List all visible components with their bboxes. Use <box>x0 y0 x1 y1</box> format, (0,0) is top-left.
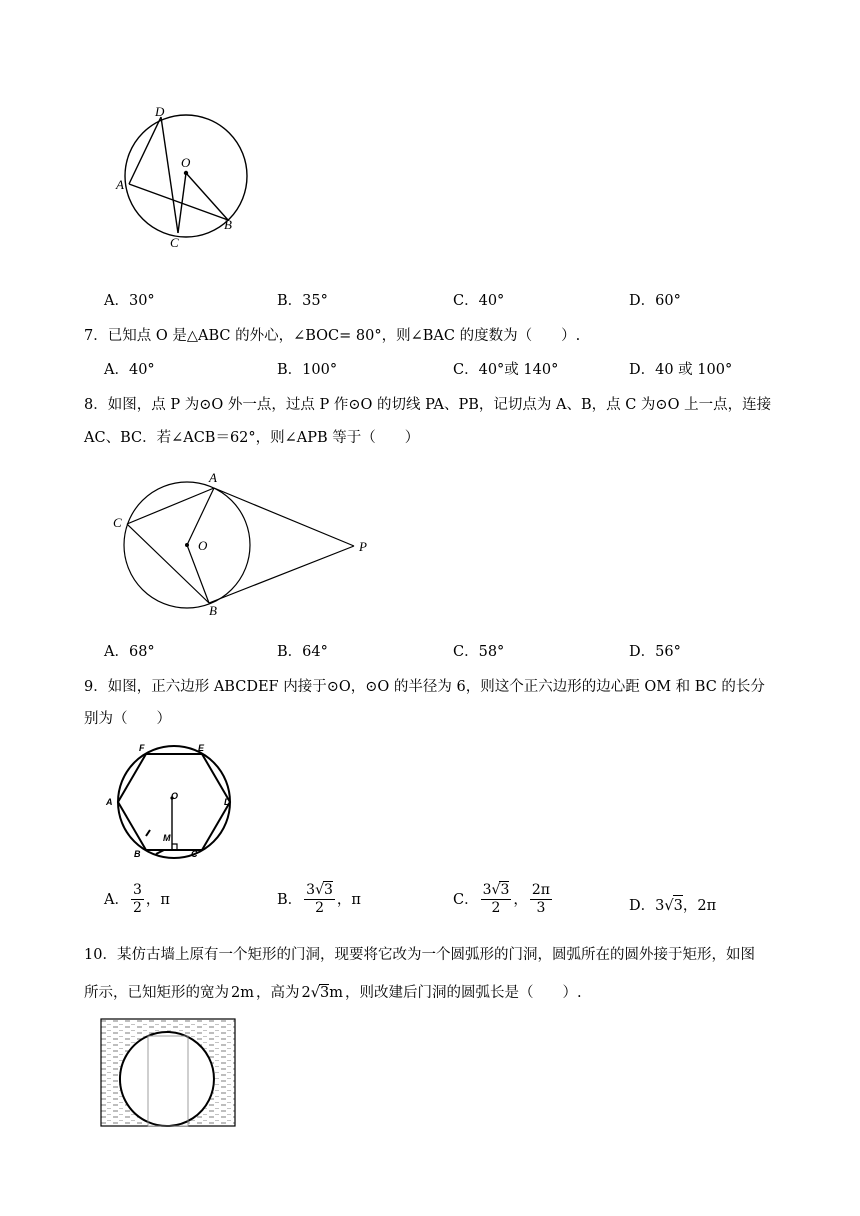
q8-segment-PB <box>209 546 354 603</box>
q6-option-d[interactable]: D．60° <box>629 293 681 309</box>
q9-option-a[interactable] <box>104 882 170 917</box>
q9-option-c-num <box>481 882 512 900</box>
q9-stem-line1: 9．如图，正六边形 ABCDEF 内接于⊙O，⊙O 的半径为 6，则这个正六边形的边心距 OM 和 BC 的长分 <box>84 679 765 695</box>
q9-option-a-tail: ，π <box>145 891 170 908</box>
q9-option-c-num-rad: 3 <box>500 882 510 898</box>
q10-height-rad: 3 <box>319 985 330 1001</box>
q10-figure <box>100 1018 236 1128</box>
q9-option-c-prefix: C． <box>453 891 479 908</box>
q6-label-B: B <box>224 217 232 232</box>
q6-label-C: C <box>170 235 179 250</box>
q10-stem-part-a: 所示，已知矩形的宽为 <box>84 985 229 1001</box>
q8-label-A: A <box>209 470 217 485</box>
q9-label-B: B <box>134 849 141 859</box>
q9-option-c2-num: 2π <box>531 882 550 898</box>
q8-label-P: P <box>359 539 367 554</box>
q8-option-b[interactable]: B．64° <box>277 644 328 660</box>
q9-tick-mark <box>146 830 150 836</box>
q9-option-c-mid: ， <box>513 891 528 908</box>
q9-hexagon <box>118 754 230 850</box>
q9-option-b-tail: ，π <box>336 891 361 908</box>
q9-option-b-num-rad: 3 <box>324 882 333 898</box>
q10-width-value: 2m <box>231 985 254 1001</box>
q9-option-b-prefix: B． <box>277 891 303 908</box>
q8-segment-PA <box>214 488 354 546</box>
q9-option-b[interactable] <box>277 882 361 917</box>
q9-option-a-prefix: A． <box>104 891 129 908</box>
q6-label-D: D <box>155 104 165 119</box>
q9-option-c-fraction-2 <box>530 882 552 917</box>
q10-doorway-opening <box>148 1036 188 1126</box>
q8-segment-OA <box>187 488 214 545</box>
q9-label-E: E <box>198 743 205 753</box>
q9-stem-line2: 别为（ ） <box>84 711 171 727</box>
q8-option-c[interactable]: C．58° <box>453 644 505 660</box>
q10-height-unit: m <box>329 985 343 1001</box>
q9-option-b-num <box>304 882 335 900</box>
q10-stem-part-b: ，高为 <box>255 985 300 1001</box>
q9-option-d-tail: ，2π <box>682 897 717 914</box>
q7-stem: 7．已知点 O 是△ABC 的外心，∠BOC= 80°，则∠BAC 的度数为（ ）. <box>84 328 581 344</box>
q9-option-c-den: 2 <box>491 900 501 916</box>
q9-option-b-den: 2 <box>315 900 324 916</box>
q9-option-b-num-coef: 3 <box>306 882 316 898</box>
q7-option-a[interactable]: A．40° <box>104 362 155 378</box>
q10-stem-line1: 10．某仿古墙上原有一个矩形的门洞，现要将它改为一个圆弧形的门洞，圆弧所在的圆外接于矩形，如图 <box>84 947 755 963</box>
q6-figure <box>105 100 265 260</box>
q6-segment-DC <box>161 117 178 233</box>
q9-option-d-prefix: D． <box>629 897 656 914</box>
radical-sign-icon: √ <box>664 897 674 914</box>
q8-segment-CB <box>127 524 209 603</box>
q8-option-d[interactable]: D．56° <box>629 644 681 660</box>
q10-height-value <box>301 983 342 1003</box>
q9-label-M: M <box>163 833 171 843</box>
radical-sign-icon: √ <box>310 985 320 1001</box>
q6-label-O: O <box>181 155 191 170</box>
q9-label-O: O <box>171 791 179 801</box>
q8-stem-line2: AC、BC．若∠ACB＝62°，则∠APB 等于（ ） <box>84 430 420 446</box>
radical-sign-icon: √ <box>491 882 501 898</box>
q10-height-coef: 2 <box>301 985 311 1001</box>
q9-option-a-num: 3 <box>132 882 142 898</box>
q7-option-b[interactable]: B．100° <box>277 362 338 378</box>
q9-label-F: F <box>139 743 145 753</box>
q9-label-A: A <box>106 797 113 807</box>
radical-sign-icon: √ <box>315 882 324 898</box>
q9-option-c-fraction-1 <box>481 882 512 917</box>
q9-option-d-rad: 3 <box>673 895 683 916</box>
q6-option-c[interactable]: C．40° <box>453 293 505 309</box>
q9-option-d[interactable] <box>629 895 716 916</box>
q9-option-a-fraction <box>131 882 144 917</box>
q8-label-C: C <box>113 515 122 530</box>
q9-option-c[interactable] <box>453 882 554 917</box>
q7-option-c[interactable]: C．40°或 140° <box>453 362 559 378</box>
q6-segment-DA <box>129 117 161 184</box>
q6-label-A: A <box>116 177 124 192</box>
q8-label-O: O <box>198 538 208 553</box>
q9-option-a-den: 2 <box>132 900 142 916</box>
q7-option-d[interactable]: D．40 或 100° <box>629 362 733 378</box>
q9-option-c2-den: 3 <box>536 900 546 916</box>
q6-segment-CO <box>178 173 186 233</box>
q6-option-a[interactable]: A．30° <box>104 293 155 309</box>
q6-option-b[interactable]: B．35° <box>277 293 328 309</box>
q9-circle <box>118 746 230 858</box>
q8-stem-line1: 8．如图，点 P 为⊙O 外一点，过点 P 作⊙O 的切线 PA、PB，记切点为 A、B，点 C 为⊙O 上一点，连接 <box>84 397 772 413</box>
q9-option-c-num-coef: 3 <box>482 882 492 898</box>
q6-center-dot <box>184 171 188 175</box>
q8-option-a[interactable]: A．68° <box>104 644 155 660</box>
q6-segment-AB <box>129 184 228 220</box>
q10-stem-part-c: ，则改建后门洞的圆弧长是（ ）. <box>344 985 582 1001</box>
q9-option-b-fraction <box>304 882 335 917</box>
q9-label-D: D <box>224 797 231 807</box>
q10-stem-line2 <box>84 983 582 1003</box>
q8-label-B: B <box>209 603 217 618</box>
q8-center-dot <box>185 543 189 547</box>
q8-figure <box>110 470 370 610</box>
q9-label-C: C <box>191 849 198 859</box>
q8-segment-CA <box>127 488 214 524</box>
q9-option-d-coef: 3 <box>655 897 665 914</box>
